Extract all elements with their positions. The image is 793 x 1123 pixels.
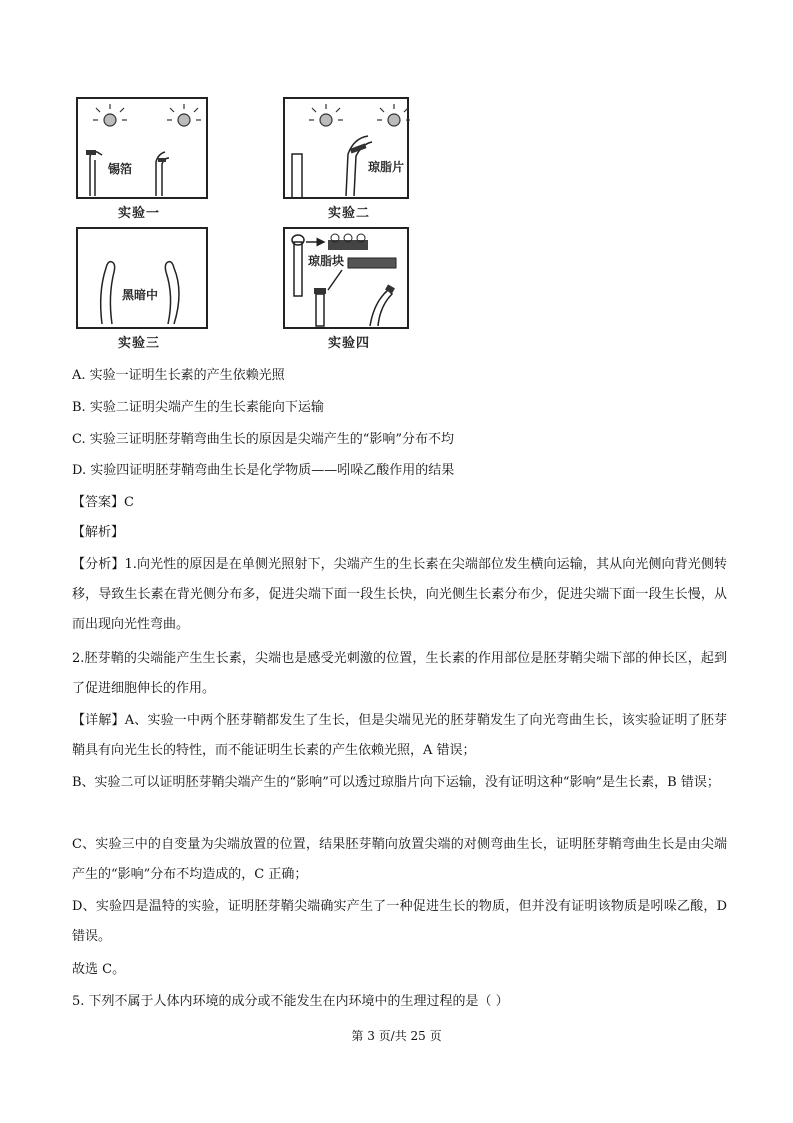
caption-exp3: 实验三 [118, 336, 161, 351]
analysis-heading: 【解析】 [72, 525, 125, 540]
detail-paragraph-a: 【详解】A、实验一中两个胚芽鞘都发生了生长，但是尖端见光的胚芽鞘发生了向光弯曲生长，该实验证明了胚芽鞘具有向光生长的特性，而不能证明生长素的产生依赖光照，A 错误； [72, 713, 727, 758]
foil-cap [86, 150, 96, 155]
conclusion: 故选 C。 [72, 962, 126, 977]
experiment-figure [70, 92, 420, 357]
label-agar-sheet: 琼脂片 [368, 160, 405, 174]
panel-1-frame [77, 98, 207, 198]
experiment-diagram [70, 92, 420, 357]
page-footer: 第 3 页/共 25 页 [351, 1029, 442, 1043]
coleoptile [165, 262, 179, 324]
caption-exp4: 实验四 [328, 336, 371, 351]
label-darkness: 黑暗中 [122, 288, 159, 302]
sun-icon [167, 104, 201, 126]
coleoptile [90, 152, 102, 196]
detail-paragraph-c: C、实验三中的自变量为尖端放置的位置，结果胚芽鞘向放置尖端的对侧弯曲生长，证明胚芽鞘弯曲生长是由尖端产生的“影响”分布不均造成的，C 正确； [72, 837, 727, 882]
coleoptile-tip [294, 242, 302, 296]
answer-line: 【答案】C [72, 495, 134, 510]
sun-icon [377, 104, 410, 126]
sun-icon [93, 104, 127, 126]
next-question: 5. 下列不属于人体内环境的成分或不能发生在内环境中的生理过程的是（ ） [72, 994, 509, 1009]
caption-exp1: 实验一 [118, 206, 161, 221]
option-d: D. 实验四证明胚芽鞘弯曲生长是化学物质——吲哚乙酸作用的结果 [72, 463, 455, 478]
caption-exp2: 实验二 [328, 206, 371, 221]
sun-icon [309, 104, 343, 126]
option-a: A. 实验一证明生长素的产生依赖光照 [72, 368, 285, 383]
detail-paragraph-d: D、实验四是温特的实验，证明胚芽鞘尖端确实产生了一种促进生长的物质，但并没有证明该物质是吲哚乙酸，D 错误。 [72, 899, 727, 944]
analysis-paragraph-2: 2.胚芽鞘的尖端能产生生长素，尖端也是感受光刺激的位置，生长素的作用部位是胚芽鞘尖端下部的伸长区，起到了促进细胞伸长的作用。 [72, 651, 727, 696]
foil-band [158, 158, 166, 162]
option-b: B. 实验二证明尖端产生的生长素能向下运输 [72, 400, 324, 415]
panel-3-frame [77, 228, 207, 328]
coleoptile [316, 294, 324, 326]
coleoptile [101, 262, 115, 324]
agar-block [348, 258, 396, 268]
label-agar-block: 琼脂块 [308, 254, 345, 268]
analysis-paragraph-1: 【分析】1.向光性的原因是在单侧光照射下，尖端产生的生长素在尖端部位发生横向运输，其从向光侧向背光侧转移，导致生长素在背光侧分布多，促进尖端下面一段生长快，向光侧生长素分布少，促进尖端下面一段生长慢，从而出现向光性弯曲。 [72, 557, 727, 632]
option-c: C. 实验三证明胚芽鞘弯曲生长的原因是尖端产生的“影响”分布不均 [72, 432, 455, 447]
arrow-icon [328, 270, 342, 290]
label-tin-foil: 锡箔 [108, 162, 133, 176]
coleoptile [370, 290, 392, 326]
detail-paragraph-b: B、实验二可以证明胚芽鞘尖端产生的“影响”可以透过琼脂片向下运输，没有证明这种“影响”是生长素，B 错误； [72, 775, 720, 790]
decapitated-coleoptile [292, 154, 302, 198]
